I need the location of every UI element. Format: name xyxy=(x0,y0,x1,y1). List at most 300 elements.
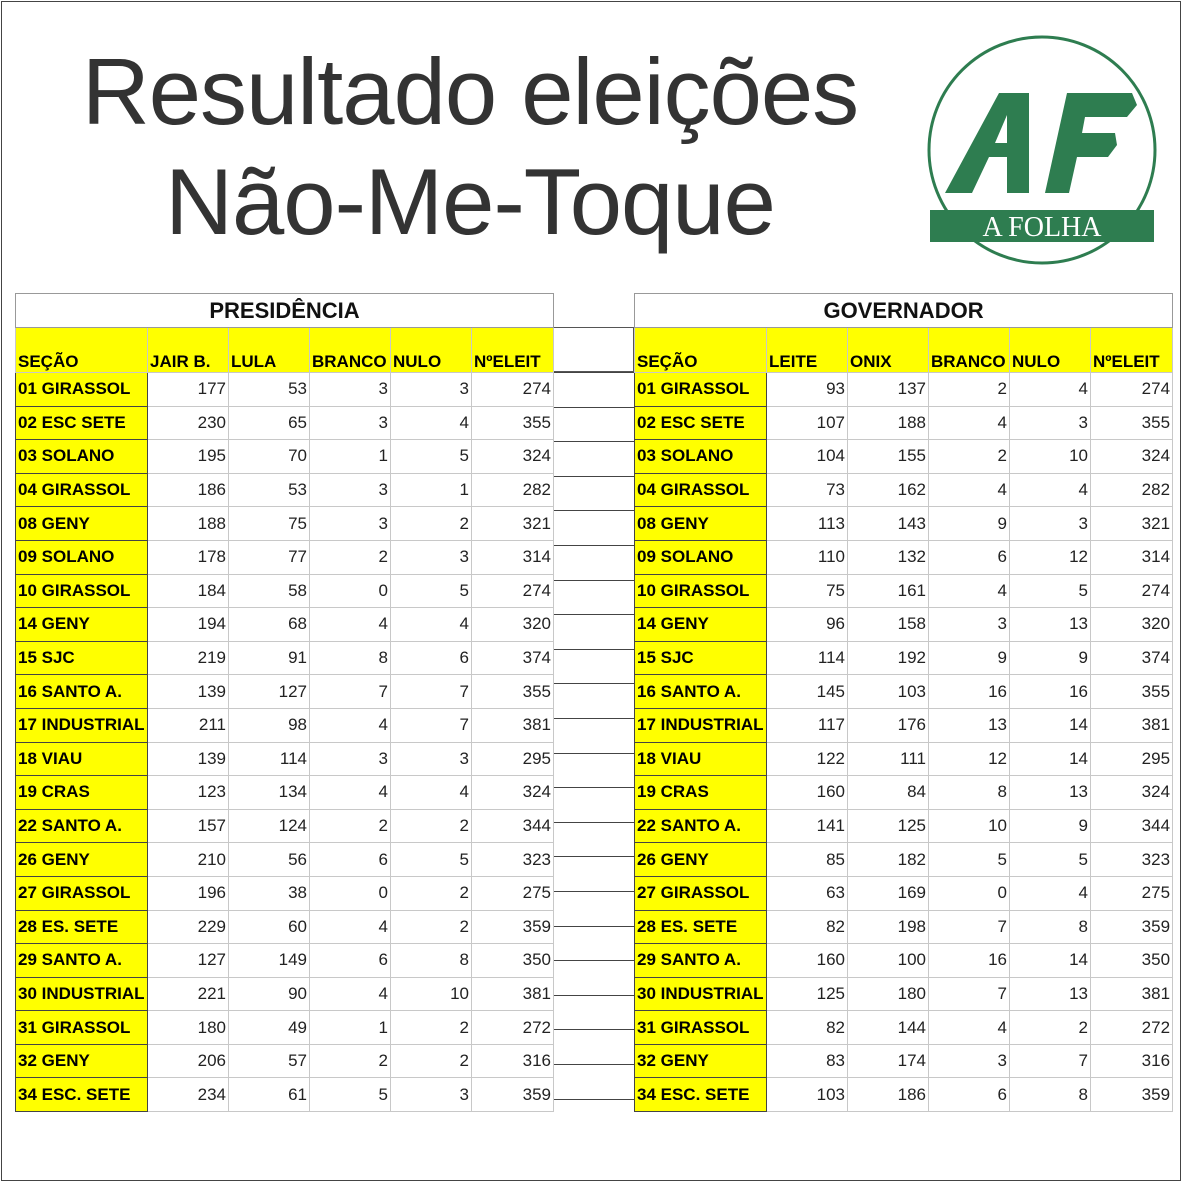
table-row xyxy=(635,1078,1173,1112)
table-row xyxy=(16,1044,554,1078)
value-cell: 68 xyxy=(229,608,310,642)
section-cell: 32 GENY xyxy=(16,1044,148,1078)
table-row xyxy=(635,406,1173,440)
section-cell: 03 SOLANO xyxy=(635,440,767,474)
section-cell: 01 GIRASSOL xyxy=(16,373,148,407)
value-cell: 321 xyxy=(1091,507,1173,541)
presidencia-table xyxy=(15,293,554,1112)
value-cell: 3 xyxy=(1010,406,1091,440)
section-cell: 17 INDUSTRIAL xyxy=(635,708,767,742)
section-cell: 29 SANTO A. xyxy=(635,944,767,978)
value-cell: 3 xyxy=(391,540,472,574)
section-cell: 18 VIAU xyxy=(16,742,148,776)
section-cell: 15 SJC xyxy=(635,641,767,675)
value-cell: 210 xyxy=(148,843,229,877)
value-cell: 359 xyxy=(1091,910,1173,944)
value-cell: 194 xyxy=(148,608,229,642)
value-cell: 3 xyxy=(310,473,391,507)
value-cell: 7 xyxy=(929,977,1010,1011)
gap-rule xyxy=(553,510,634,511)
table-row xyxy=(635,574,1173,608)
value-cell: 0 xyxy=(310,876,391,910)
value-cell: 16 xyxy=(929,675,1010,709)
value-cell: 314 xyxy=(472,540,554,574)
column-header: ONIX xyxy=(848,328,929,373)
governador-header-row xyxy=(635,328,1173,373)
table-row xyxy=(16,843,554,877)
table-row xyxy=(635,608,1173,642)
header-spacer xyxy=(553,327,634,372)
gap-rule xyxy=(553,926,634,927)
value-cell: 137 xyxy=(848,373,929,407)
value-cell: 4 xyxy=(391,608,472,642)
value-cell: 234 xyxy=(148,1078,229,1112)
value-cell: 124 xyxy=(229,809,310,843)
value-cell: 113 xyxy=(767,507,848,541)
value-cell: 0 xyxy=(310,574,391,608)
value-cell: 2 xyxy=(391,1011,472,1045)
value-cell: 3 xyxy=(391,373,472,407)
page-subtitle: Não-Me-Toque xyxy=(165,149,775,254)
value-cell: 6 xyxy=(310,944,391,978)
section-cell: 30 INDUSTRIAL xyxy=(635,977,767,1011)
section-cell: 32 GENY xyxy=(635,1044,767,1078)
value-cell: 230 xyxy=(148,406,229,440)
value-cell: 134 xyxy=(229,776,310,810)
table-row xyxy=(635,641,1173,675)
table-row xyxy=(635,675,1173,709)
value-cell: 144 xyxy=(848,1011,929,1045)
value-cell: 9 xyxy=(1010,641,1091,675)
value-cell: 282 xyxy=(1091,473,1173,507)
section-cell: 22 SANTO A. xyxy=(635,809,767,843)
value-cell: 7 xyxy=(391,708,472,742)
value-cell: 381 xyxy=(472,977,554,1011)
value-cell: 3 xyxy=(1010,507,1091,541)
value-cell: 5 xyxy=(1010,574,1091,608)
value-cell: 107 xyxy=(767,406,848,440)
value-cell: 219 xyxy=(148,641,229,675)
value-cell: 111 xyxy=(848,742,929,776)
value-cell: 84 xyxy=(848,776,929,810)
value-cell: 139 xyxy=(148,675,229,709)
column-header: LULA xyxy=(229,328,310,373)
value-cell: 4 xyxy=(310,910,391,944)
value-cell: 122 xyxy=(767,742,848,776)
value-cell: 6 xyxy=(391,641,472,675)
table-row xyxy=(16,406,554,440)
value-cell: 324 xyxy=(1091,440,1173,474)
table-row xyxy=(635,373,1173,407)
value-cell: 103 xyxy=(848,675,929,709)
value-cell: 4 xyxy=(310,708,391,742)
value-cell: 9 xyxy=(929,507,1010,541)
value-cell: 184 xyxy=(148,574,229,608)
section-cell: 19 CRAS xyxy=(635,776,767,810)
value-cell: 61 xyxy=(229,1078,310,1112)
section-cell: 28 ES. SETE xyxy=(16,910,148,944)
value-cell: 359 xyxy=(472,910,554,944)
gap-rule xyxy=(553,614,634,615)
value-cell: 13 xyxy=(1010,608,1091,642)
value-cell: 3 xyxy=(929,608,1010,642)
gap-rule xyxy=(553,891,634,892)
value-cell: 8 xyxy=(1010,1078,1091,1112)
value-cell: 114 xyxy=(229,742,310,776)
value-cell: 4 xyxy=(929,473,1010,507)
section-cell: 18 VIAU xyxy=(635,742,767,776)
value-cell: 180 xyxy=(848,977,929,1011)
value-cell: 275 xyxy=(472,876,554,910)
section-cell: 17 INDUSTRIAL xyxy=(16,708,148,742)
value-cell: 0 xyxy=(929,876,1010,910)
value-cell: 10 xyxy=(391,977,472,1011)
value-cell: 2 xyxy=(391,910,472,944)
gap-rule xyxy=(553,372,634,373)
value-cell: 75 xyxy=(767,574,848,608)
section-cell: 28 ES. SETE xyxy=(635,910,767,944)
value-cell: 8 xyxy=(391,944,472,978)
value-cell: 3 xyxy=(391,742,472,776)
value-cell: 91 xyxy=(229,641,310,675)
value-cell: 1 xyxy=(391,473,472,507)
section-cell: 14 GENY xyxy=(635,608,767,642)
section-cell: 34 ESC. SETE xyxy=(16,1078,148,1112)
value-cell: 4 xyxy=(1010,373,1091,407)
value-cell: 4 xyxy=(310,977,391,1011)
value-cell: 192 xyxy=(848,641,929,675)
table-row xyxy=(16,507,554,541)
section-cell: 01 GIRASSOL xyxy=(635,373,767,407)
table-row xyxy=(16,574,554,608)
value-cell: 324 xyxy=(472,776,554,810)
value-cell: 13 xyxy=(1010,977,1091,1011)
value-cell: 4 xyxy=(929,1011,1010,1045)
value-cell: 13 xyxy=(929,708,1010,742)
section-cell: 29 SANTO A. xyxy=(16,944,148,978)
value-cell: 316 xyxy=(1091,1044,1173,1078)
value-cell: 324 xyxy=(472,440,554,474)
value-cell: 320 xyxy=(1091,608,1173,642)
section-cell: 03 SOLANO xyxy=(16,440,148,474)
value-cell: 2 xyxy=(929,373,1010,407)
column-header: NºELEIT xyxy=(472,328,554,373)
value-cell: 3 xyxy=(310,373,391,407)
value-cell: 3 xyxy=(310,406,391,440)
value-cell: 350 xyxy=(1091,944,1173,978)
table-row xyxy=(635,776,1173,810)
gap-rule xyxy=(553,995,634,996)
value-cell: 14 xyxy=(1010,944,1091,978)
gap-rule xyxy=(553,441,634,442)
value-cell: 7 xyxy=(929,910,1010,944)
logo-text: A FOLHA xyxy=(982,212,1102,243)
value-cell: 2 xyxy=(391,1044,472,1078)
value-cell: 4 xyxy=(310,608,391,642)
value-cell: 98 xyxy=(229,708,310,742)
value-cell: 125 xyxy=(848,809,929,843)
value-cell: 4 xyxy=(1010,473,1091,507)
section-cell: 22 SANTO A. xyxy=(16,809,148,843)
table-row xyxy=(16,708,554,742)
value-cell: 155 xyxy=(848,440,929,474)
value-cell: 2 xyxy=(929,440,1010,474)
value-cell: 177 xyxy=(148,373,229,407)
value-cell: 282 xyxy=(472,473,554,507)
value-cell: 117 xyxy=(767,708,848,742)
value-cell: 295 xyxy=(472,742,554,776)
table-row xyxy=(16,675,554,709)
section-cell: 26 GENY xyxy=(635,843,767,877)
value-cell: 169 xyxy=(848,876,929,910)
value-cell: 3 xyxy=(310,742,391,776)
value-cell: 127 xyxy=(229,675,310,709)
value-cell: 229 xyxy=(148,910,229,944)
value-cell: 316 xyxy=(472,1044,554,1078)
value-cell: 374 xyxy=(1091,641,1173,675)
value-cell: 5 xyxy=(929,843,1010,877)
column-header: SEÇÃO xyxy=(16,328,148,373)
column-header: BRANCO xyxy=(310,328,391,373)
value-cell: 359 xyxy=(1091,1078,1173,1112)
value-cell: 1 xyxy=(310,440,391,474)
value-cell: 162 xyxy=(848,473,929,507)
value-cell: 149 xyxy=(229,944,310,978)
section-cell: 08 GENY xyxy=(635,507,767,541)
value-cell: 90 xyxy=(229,977,310,1011)
value-cell: 320 xyxy=(472,608,554,642)
value-cell: 3 xyxy=(929,1044,1010,1078)
table-row xyxy=(16,910,554,944)
section-cell: 27 GIRASSOL xyxy=(16,876,148,910)
value-cell: 85 xyxy=(767,843,848,877)
value-cell: 141 xyxy=(767,809,848,843)
value-cell: 53 xyxy=(229,473,310,507)
value-cell: 176 xyxy=(848,708,929,742)
value-cell: 12 xyxy=(1010,540,1091,574)
value-cell: 355 xyxy=(1091,406,1173,440)
value-cell: 7 xyxy=(391,675,472,709)
value-cell: 96 xyxy=(767,608,848,642)
section-cell: 02 ESC SETE xyxy=(16,406,148,440)
value-cell: 4 xyxy=(391,776,472,810)
table-row xyxy=(635,473,1173,507)
value-cell: 9 xyxy=(929,641,1010,675)
section-cell: 04 GIRASSOL xyxy=(635,473,767,507)
table-row xyxy=(635,944,1173,978)
value-cell: 381 xyxy=(1091,708,1173,742)
gap-rule xyxy=(553,545,634,546)
value-cell: 2 xyxy=(391,876,472,910)
value-cell: 323 xyxy=(472,843,554,877)
value-cell: 158 xyxy=(848,608,929,642)
table-row xyxy=(635,910,1173,944)
value-cell: 143 xyxy=(848,507,929,541)
value-cell: 7 xyxy=(1010,1044,1091,1078)
gap-rule xyxy=(553,1099,634,1100)
value-cell: 53 xyxy=(229,373,310,407)
value-cell: 114 xyxy=(767,641,848,675)
value-cell: 3 xyxy=(391,1078,472,1112)
table-row xyxy=(635,809,1173,843)
value-cell: 381 xyxy=(1091,977,1173,1011)
value-cell: 6 xyxy=(310,843,391,877)
value-cell: 100 xyxy=(848,944,929,978)
table-row xyxy=(16,473,554,507)
value-cell: 6 xyxy=(929,540,1010,574)
value-cell: 82 xyxy=(767,910,848,944)
value-cell: 4 xyxy=(310,776,391,810)
value-cell: 4 xyxy=(929,574,1010,608)
table-row xyxy=(16,809,554,843)
value-cell: 132 xyxy=(848,540,929,574)
value-cell: 5 xyxy=(391,440,472,474)
value-cell: 324 xyxy=(1091,776,1173,810)
table-row xyxy=(635,540,1173,574)
gap-rule xyxy=(553,822,634,823)
value-cell: 161 xyxy=(848,574,929,608)
value-cell: 4 xyxy=(929,406,1010,440)
section-cell: 16 SANTO A. xyxy=(635,675,767,709)
section-cell: 08 GENY xyxy=(16,507,148,541)
table-row xyxy=(635,977,1173,1011)
value-cell: 73 xyxy=(767,473,848,507)
value-cell: 63 xyxy=(767,876,848,910)
section-cell: 31 GIRASSOL xyxy=(16,1011,148,1045)
gap-rule xyxy=(553,753,634,754)
gap-rule xyxy=(553,1064,634,1065)
value-cell: 160 xyxy=(767,944,848,978)
section-cell: 31 GIRASSOL xyxy=(635,1011,767,1045)
table-row xyxy=(16,776,554,810)
column-header: BRANCO xyxy=(929,328,1010,373)
value-cell: 82 xyxy=(767,1011,848,1045)
section-cell: 09 SOLANO xyxy=(635,540,767,574)
value-cell: 10 xyxy=(929,809,1010,843)
value-cell: 65 xyxy=(229,406,310,440)
section-cell: 15 SJC xyxy=(16,641,148,675)
value-cell: 5 xyxy=(310,1078,391,1112)
value-cell: 139 xyxy=(148,742,229,776)
column-header: NULO xyxy=(391,328,472,373)
value-cell: 125 xyxy=(767,977,848,1011)
section-cell: 02 ESC SETE xyxy=(635,406,767,440)
value-cell: 83 xyxy=(767,1044,848,1078)
table-row xyxy=(635,507,1173,541)
value-cell: 344 xyxy=(1091,809,1173,843)
value-cell: 182 xyxy=(848,843,929,877)
value-cell: 14 xyxy=(1010,708,1091,742)
page-title: Resultado eleições xyxy=(81,39,859,144)
section-cell: 27 GIRASSOL xyxy=(635,876,767,910)
table-row xyxy=(16,977,554,1011)
value-cell: 355 xyxy=(472,406,554,440)
governador-banner: GOVERNADOR xyxy=(635,294,1173,328)
value-cell: 221 xyxy=(148,977,229,1011)
table-row xyxy=(635,708,1173,742)
column-header: NULO xyxy=(1010,328,1091,373)
table-row xyxy=(16,608,554,642)
value-cell: 2 xyxy=(391,809,472,843)
section-cell: 16 SANTO A. xyxy=(16,675,148,709)
column-header: JAIR B. xyxy=(148,328,229,373)
value-cell: 350 xyxy=(472,944,554,978)
section-cell: 26 GENY xyxy=(16,843,148,877)
value-cell: 274 xyxy=(472,373,554,407)
value-cell: 9 xyxy=(1010,809,1091,843)
value-cell: 157 xyxy=(148,809,229,843)
value-cell: 49 xyxy=(229,1011,310,1045)
value-cell: 160 xyxy=(767,776,848,810)
value-cell: 272 xyxy=(472,1011,554,1045)
gap-rule xyxy=(553,960,634,961)
gap-rule xyxy=(553,407,634,408)
value-cell: 8 xyxy=(1010,910,1091,944)
gap-rule xyxy=(553,580,634,581)
value-cell: 321 xyxy=(472,507,554,541)
value-cell: 104 xyxy=(767,440,848,474)
value-cell: 195 xyxy=(148,440,229,474)
presidencia-banner: PRESIDÊNCIA xyxy=(16,294,554,328)
value-cell: 344 xyxy=(472,809,554,843)
value-cell: 60 xyxy=(229,910,310,944)
table-row xyxy=(16,1011,554,1045)
table-row xyxy=(16,944,554,978)
value-cell: 274 xyxy=(1091,373,1173,407)
value-cell: 295 xyxy=(1091,742,1173,776)
value-cell: 355 xyxy=(1091,675,1173,709)
value-cell: 4 xyxy=(1010,876,1091,910)
table-gap xyxy=(553,293,634,1134)
value-cell: 4 xyxy=(391,406,472,440)
value-cell: 180 xyxy=(148,1011,229,1045)
table-row xyxy=(16,373,554,407)
value-cell: 12 xyxy=(929,742,1010,776)
value-cell: 272 xyxy=(1091,1011,1173,1045)
value-cell: 75 xyxy=(229,507,310,541)
gap-rule xyxy=(553,683,634,684)
value-cell: 10 xyxy=(1010,440,1091,474)
column-header: SEÇÃO xyxy=(635,328,767,373)
value-cell: 57 xyxy=(229,1044,310,1078)
governador-table xyxy=(634,293,1173,1112)
value-cell: 70 xyxy=(229,440,310,474)
value-cell: 58 xyxy=(229,574,310,608)
table-row xyxy=(16,876,554,910)
value-cell: 206 xyxy=(148,1044,229,1078)
section-cell: 09 SOLANO xyxy=(16,540,148,574)
value-cell: 8 xyxy=(310,641,391,675)
value-cell: 174 xyxy=(848,1044,929,1078)
value-cell: 186 xyxy=(848,1078,929,1112)
value-cell: 2 xyxy=(1010,1011,1091,1045)
value-cell: 16 xyxy=(1010,675,1091,709)
presidencia-header-row xyxy=(16,328,554,373)
gap-rule xyxy=(553,476,634,477)
value-cell: 103 xyxy=(767,1078,848,1112)
value-cell: 2 xyxy=(310,540,391,574)
table-row xyxy=(635,876,1173,910)
gap-rule xyxy=(553,856,634,857)
table-row xyxy=(16,1078,554,1112)
value-cell: 359 xyxy=(472,1078,554,1112)
value-cell: 2 xyxy=(310,1044,391,1078)
table-row xyxy=(16,540,554,574)
table-row xyxy=(16,440,554,474)
table-row xyxy=(635,1011,1173,1045)
value-cell: 5 xyxy=(391,574,472,608)
gap-rule xyxy=(553,787,634,788)
